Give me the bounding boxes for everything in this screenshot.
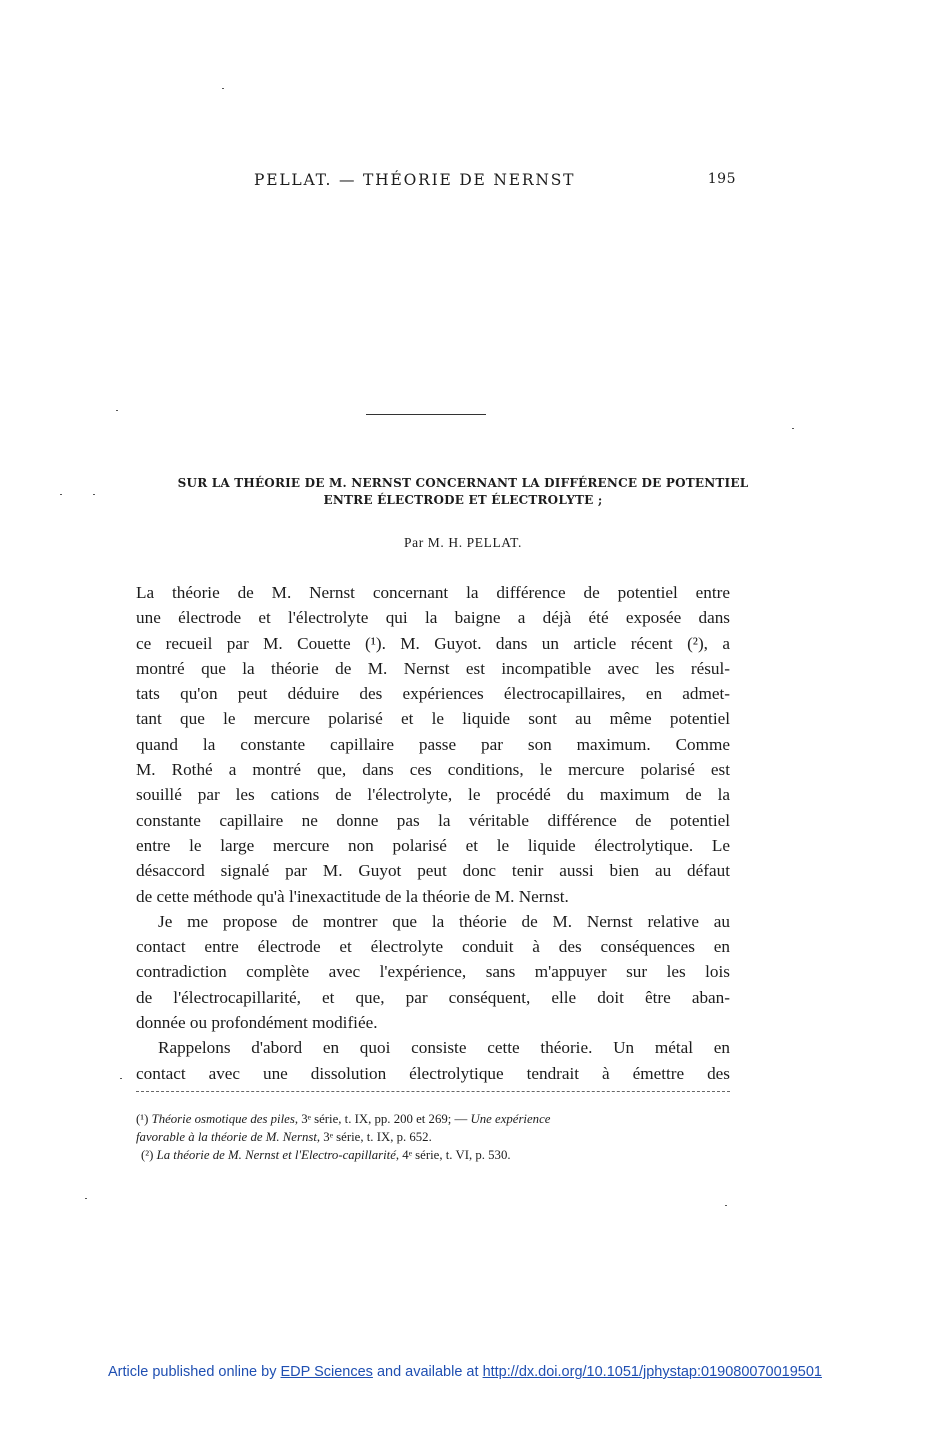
- body-line: M. Rothé a montré que, dans ces conditions, le mercure polarisé est: [136, 760, 730, 780]
- body-line: montré que la théorie de M. Nernst est incompatible avec les résul-: [136, 658, 730, 678]
- body-line: tant que le mercure polarisé et le liquide sont au même potentiel: [136, 709, 730, 729]
- paragraph-2: [136, 909, 730, 1035]
- running-title: PELLAT. — THÉORIE DE NERNST: [254, 171, 576, 189]
- paragraph-1: [136, 580, 730, 909]
- body-line: de l'électrocapillarité, et que, par conséquent, elle doit être aban-: [136, 987, 730, 1007]
- body-line: Rappelons d'abord en quoi consiste cette théorie. Un métal en: [158, 1038, 730, 1058]
- body-line: donnée ou profondément modifiée.: [136, 1013, 378, 1033]
- body-line: contact avec une dissolution électrolytique tendrait à émettre des: [136, 1063, 730, 1083]
- body-line: constante capillaire ne donne pas la véritable différence de potentiel: [136, 810, 730, 830]
- footnote-1-ref-b: , 3ᵉ série, t. IX, p. 652.: [316, 1130, 432, 1144]
- footnote-separator: [136, 1091, 730, 1092]
- footnote-2-ref: , 4ᵉ série, t. VI, p. 530.: [395, 1148, 511, 1162]
- body-line: souillé par les cations de l'électrolyte, le procédé du maximum de la: [136, 785, 730, 805]
- scan-speck: [93, 494, 95, 495]
- scan-speck: [725, 1205, 727, 1206]
- doi-link[interactable]: http://dx.doi.org/10.1051/jphystap:019080070019501: [482, 1364, 822, 1380]
- body-line: contact entre électrode et électrolyte conduit à des conséquences en: [136, 937, 730, 957]
- article-title-line-1: SUR LA THÉORIE DE M. NERNST CONCERNANT LA DIFFÉRENCE DE POTENTIEL: [177, 476, 749, 490]
- publisher-note: [0, 1364, 930, 1380]
- footnotes: [136, 1110, 736, 1164]
- article-body: [136, 580, 730, 1086]
- body-line: désaccord signalé par M. Guyot peut donc tenir aussi bien au défaut: [136, 861, 730, 881]
- scan-speck: [116, 410, 118, 411]
- publisher-link[interactable]: EDP Sciences: [280, 1364, 373, 1380]
- article-title: [138, 475, 788, 509]
- body-line: Je me propose de montrer que la théorie de M. Nernst relative au: [158, 911, 730, 931]
- footnote-1-title-b-cont: favorable à la théorie de M. Nernst: [136, 1130, 317, 1144]
- body-line: tats qu'on peut déduire des expériences électrocapillaires, en admet-: [136, 684, 730, 704]
- body-line: La théorie de M. Nernst concernant la différence de potentiel entre: [136, 583, 730, 602]
- footnote-1-ref-a: , 3ᵉ série, t. IX, pp. 200 et 269; —: [294, 1112, 471, 1126]
- footnote-2: [136, 1146, 736, 1164]
- body-line: ce recueil par M. Couette (¹). M. Guyot. dans un article récent (²), a: [136, 633, 730, 653]
- body-line: quand la constante capillaire passe par son maximum. Comme: [136, 734, 730, 754]
- publisher-note-middle: and available at: [372, 1364, 483, 1380]
- footnote-1-marker: (¹): [136, 1112, 149, 1126]
- footnote-2-title: La théorie de M. Nernst et l'Electro-capillarité: [156, 1148, 396, 1162]
- body-line: entre le large mercure non polarisé et le liquide électrolytique. Le: [136, 835, 730, 855]
- scan-speck: [60, 494, 62, 495]
- article-title-line-2: ENTRE ÉLECTRODE ET ÉLECTROLYTE ;: [323, 493, 603, 507]
- body-line: une électrode et l'électrolyte qui la baigne a déjà été exposée dans: [136, 608, 730, 628]
- title-separator-rule: [366, 414, 486, 415]
- footnote-1-title-b: Une expérience: [470, 1112, 551, 1126]
- page-number: 195: [707, 171, 736, 187]
- running-header: [254, 171, 736, 191]
- scan-speck: [222, 88, 224, 89]
- author-byline: Par M. H. PELLAT.: [404, 535, 522, 550]
- footnote-1: [136, 1110, 736, 1128]
- footnote-2-marker: (²): [141, 1148, 154, 1162]
- footnote-1-continuation: [136, 1128, 736, 1146]
- body-line: contradiction complète avec l'expérience, sans m'appuyer sur les lois: [136, 962, 730, 982]
- footnote-1-title-a: Théorie osmotique des piles: [151, 1112, 295, 1126]
- publisher-note-prefix: Article published online by: [108, 1364, 281, 1380]
- paragraph-3: [136, 1035, 730, 1086]
- scan-speck: [120, 1078, 122, 1079]
- body-line: de cette méthode qu'à l'inexactitude de la théorie de M. Nernst.: [136, 886, 569, 906]
- scan-speck: [85, 1198, 87, 1199]
- scan-speck: [792, 428, 794, 429]
